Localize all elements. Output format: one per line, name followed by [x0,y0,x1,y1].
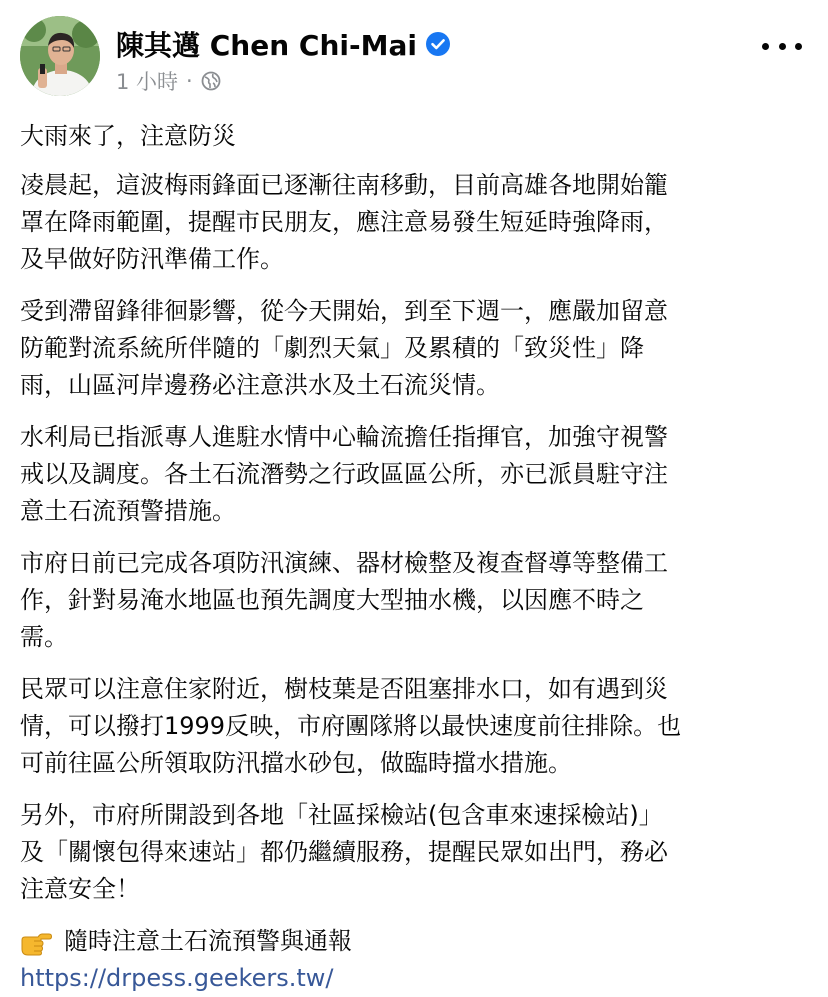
link-line [20,960,810,997]
more-dot [795,43,802,50]
pointing-right-hand-icon [20,928,52,956]
post-paragraph: 水利局已指派專人進駐水情中心輪流擔任指揮官，加強守視警 戒以及調度。各土石流潛勢之行政區區公所，亦已派員駐守注 意土石流預警措施。 [20,423,668,525]
globe-icon[interactable] [201,71,221,91]
post-meta [116,66,451,96]
post-timestamp[interactable]: 1 小時 [116,70,179,94]
post-paragraph: 另外，市府所開設到各地「社區採檢站(包含車來速採檢站)」 及「關懷包得來速站」都仍繼續服務，提醒民眾如出門，務必 注意安全！ [20,801,668,903]
post-header [20,16,808,98]
post-paragraph: 大雨來了，注意防災 [20,122,236,150]
post-paragraph: 凌晨起，這波梅雨鋒面已逐漸往南移動，目前高雄各地開始籠 罩在降雨範圍，提醒市民朋友，應注意易發生短延時強降雨， 及早做好防汛準備工作。 [20,171,668,273]
author-line [116,24,451,64]
more-options-icon[interactable] [762,36,802,56]
more-dot [779,43,786,50]
post-body [20,118,810,997]
avatar[interactable] [20,16,100,96]
post-paragraph: 受到滯留鋒徘徊影響，從今天開始，到至下週一，應嚴加留意 防範對流系統所伴隨的「劇烈天氣」及累積的「致災性」降 雨，山區河岸邊務必注意洪水及土石流災情。 [20,297,668,399]
link-caption-line [20,923,810,960]
author-name[interactable]: 陳其邁 Chen Chi-Mai [116,29,417,62]
post-paragraph: 民眾可以注意住家附近，樹枝葉是否阻塞排水口，如有遇到災 情，可以撥打1999反映，市府團隊將以最快速度前往排除。也 可前往區公所領取防汛擋水砂包，做臨時擋水措施。 [20,675,682,777]
more-dot [762,43,769,50]
verified-badge-icon [425,31,451,57]
post-link[interactable]: https://drpess.geekers.tw/ [20,964,334,992]
post-paragraph: 市府日前已完成各項防汛演練、器材檢整及複查督導等整備工 作，針對易淹水地區也預先調度大型抽水機，以因應不時之 需。 [20,549,668,651]
meta-separator: · [186,69,193,93]
author-block [116,24,451,96]
link-caption: 隨時注意土石流預警與通報 [64,927,352,955]
